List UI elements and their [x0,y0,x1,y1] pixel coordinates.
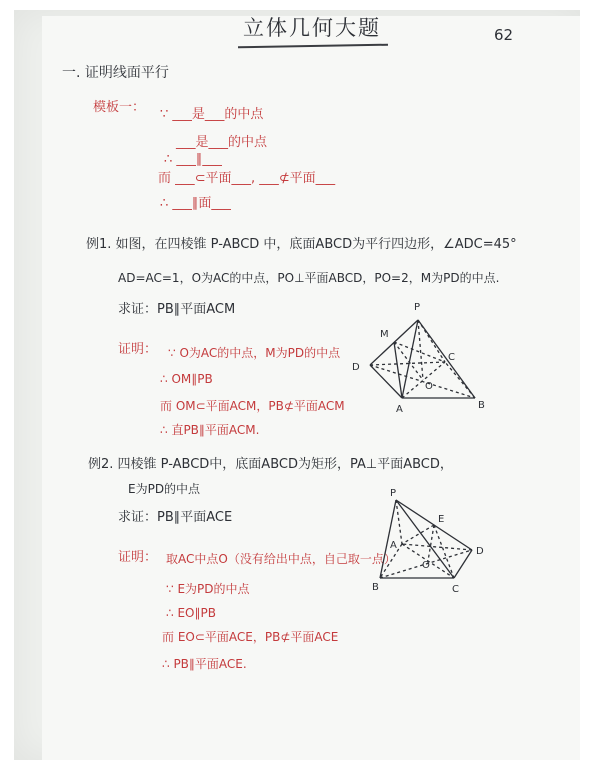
template-line-1: ∵ ___是___的中点 [160,107,264,122]
label-a: A [390,540,397,551]
example2-given: E为PD的中点 [128,482,201,496]
label-m: M [380,329,389,340]
example1-proof-label: 证明： [118,342,158,357]
segment-po [418,320,423,380]
label-e: E [438,514,445,525]
label-d: D [352,362,360,373]
example2-proof-line: ∴ EO∥PB [166,606,216,620]
label-c: C [448,352,455,363]
label-a: A [396,404,403,415]
template-line-3: ∴ ___∥___ [164,152,222,167]
example1-proof-line: 而 OM⊂平面ACM，PB⊄平面ACM [160,399,345,413]
label-p: P [414,302,421,313]
example2-proof-line: ∵ E为PD的中点 [166,582,250,596]
example1-proof-line: ∴ 直PB∥平面ACM. [160,423,260,437]
example1-proof-line: ∵ O为AC的中点，M为PD的中点 [168,346,341,360]
label-c: C [452,584,459,595]
example1-given: AD=AC=1，O为AC的中点，PO⊥平面ABCD，PO=2，M为PD的中点. [118,271,500,285]
segment-ec [434,525,454,578]
label-b: B [372,582,379,593]
pyramid-figure-2 [370,488,500,602]
edge-pc [418,320,445,362]
label-o: O [425,381,433,392]
example2-proof-label: 证明： [118,550,158,565]
example1-prove: 求证：PB∥平面ACM [118,302,236,317]
pyramid-figure-1 [340,290,510,420]
edge-da [370,365,402,398]
label-b: B [478,400,485,411]
page-number: 62 [494,26,514,44]
section-heading: 一. 证明线面平行 [62,65,169,81]
label-o: O [422,560,430,571]
example2-prove: 求证：PB∥平面ACE [118,510,233,525]
segment-ma [394,342,402,398]
edge-cd [370,362,445,365]
edge-pa [402,320,418,398]
example2-heading: 例2. 四棱锥 P-ABCD中，底面ABCD为矩形，PA⊥平面ABCD， [88,457,453,472]
template-line-5: ∴ ___∥面___ [160,196,231,211]
template-line-4: 而 ___⊂平面___, ___⊄平面___ [158,171,336,186]
example1-heading: 例1. 如图，在四棱锥 P-ABCD 中，底面ABCD为平行四边形，∠ADC=45° [86,237,517,252]
segment-ea [402,525,434,544]
template-label: 模板一： [93,100,146,115]
example2-proof-line: 取AC中点O（没有给出中点，自己取一点） [166,552,396,566]
edge-da [402,544,472,550]
label-p: P [390,488,397,499]
example1-proof-line: ∴ OM∥PB [160,372,213,386]
example2-proof-line: ∴ PB∥平面ACE. [162,657,247,671]
page-title: 立体几何大题 [243,16,381,40]
example2-proof-line: 而 EO⊂平面ACE，PB⊄平面ACE [162,630,339,644]
template-line-2: ___是___的中点 [176,135,268,150]
label-d: D [476,546,484,557]
segment-eo [428,525,434,561]
